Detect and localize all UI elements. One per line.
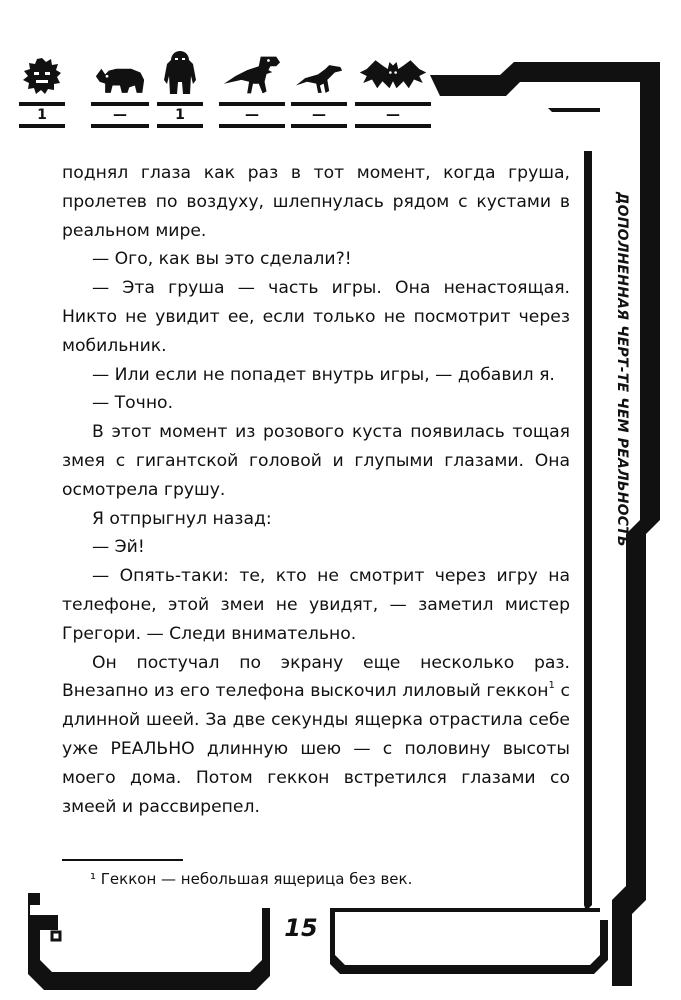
- tracker-count: —: [222, 104, 282, 126]
- footnote: ¹ Геккон — небольшая ящерица без век.: [90, 870, 413, 888]
- paragraph: — Или если не попадет внутрь игры, — добавил я.: [92, 364, 555, 385]
- raptor-icon: [294, 48, 344, 96]
- tracker-count: —: [294, 104, 344, 126]
- tracker-slot: [294, 48, 344, 126]
- paragraph-text: с длинной шеей. За две секунды ящерка отрастила себе уже РЕАЛЬНО длинную шею — с половину высоты моего дома. Потом геккон встретился глазами со змеей и рассвирепел.: [62, 681, 570, 817]
- paragraph: поднял глаза как раз в тот момент, когда груша, пролетев по воздуху, шлепнулась рядом с кустами в реальном мире.: [62, 163, 570, 241]
- furball-monster-icon: [22, 48, 62, 96]
- running-title: ДОПОЛНЕННАЯ ЧЕРТ-ТЕ ЧЕМ РЕАЛЬНОСТЬ: [614, 192, 630, 547]
- footnote-rule: [62, 859, 183, 861]
- tracker-slot: [94, 48, 146, 126]
- body-text: [62, 159, 570, 821]
- t-rex-icon: [222, 48, 282, 96]
- tracker-count: —: [358, 104, 428, 126]
- tracker-slot: [358, 48, 428, 126]
- paragraph: [62, 649, 570, 822]
- paragraph: В этот момент из розового куста появилась тощая змея с гигантской головой и глупыми глазами. Она осмотрела грушу.: [62, 422, 570, 500]
- paragraph: Я отпрыгнул назад:: [92, 508, 272, 529]
- monster-tracker: [22, 48, 442, 148]
- paragraph: — Точно.: [92, 393, 174, 414]
- rhino-icon: [94, 48, 146, 96]
- tracker-slot: [160, 48, 200, 126]
- footnote-marker: 1: [548, 680, 555, 692]
- tracker-count: 1: [22, 104, 62, 126]
- paragraph: — Эй!: [92, 537, 145, 558]
- page-number: 15: [284, 914, 318, 942]
- paragraph: — Опять-таки: те, кто не смотрит через игру на телефоне, этой змеи не увидят, — заметил мистер Грегори. — Следи внимательно.: [62, 566, 570, 644]
- paragraph: — Эта груша — часть игры. Она ненастоящая. Никто не увидит ее, если только не посмотрит через мобильник.: [62, 278, 570, 356]
- yeti-icon: [160, 48, 200, 96]
- tracker-count: —: [94, 104, 146, 126]
- tracker-slot: [22, 48, 62, 126]
- paragraph-text: Он постучал по экрану еще несколько раз. Внезапно из его телефона выскочил лиловый геккон: [62, 652, 570, 702]
- tracker-slot: [222, 48, 282, 126]
- tracker-count: 1: [160, 104, 200, 126]
- bat-icon: [358, 48, 428, 96]
- paragraph: — Ого, как вы это сделали?!: [92, 249, 352, 270]
